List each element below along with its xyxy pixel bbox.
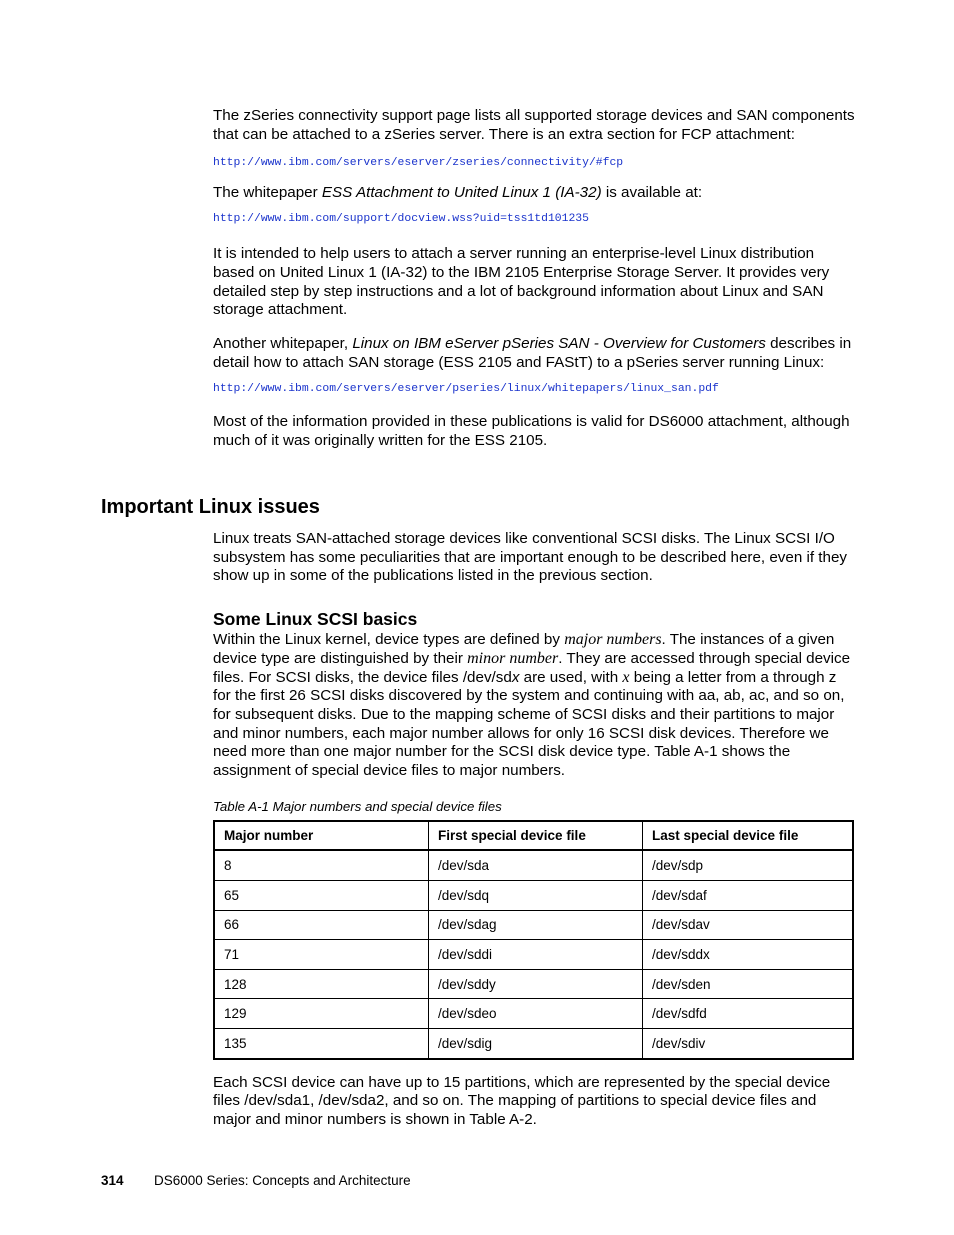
table-header-cell: Major number — [214, 821, 429, 850]
paragraph-scsi-basics: Within the Linux kernel, device types are defined by major numbers. The instances of a given device type are distinguished by their minor number. They are accessed through special device files. For SCSI disks, the device files /dev/sdx are used, with x being a letter from a through z for the first 26 SCSI disks discovered by the system and continuing with aa, ab, ac, and so on, for subsequent disks. Due to the mapping scheme of SCSI disks and their partitions to major and minor numbers, each major number allows for only 16 SCSI disk devices. Therefore we need more than one major number for the SCSI disk device type. Table A-1 shows the assignment of special device files to major numbers. — [213, 631, 851, 780]
page-footer — [101, 1173, 411, 1188]
table-row — [214, 850, 853, 880]
table-cell: /dev/sda — [429, 850, 643, 880]
main-content — [213, 107, 855, 451]
table-row — [214, 910, 853, 940]
paragraph-whitepaper-ess: The whitepaper ESS Attachment to United Linux 1 (IA-32) is available at: — [213, 184, 703, 202]
table-caption: Table A-1 Major numbers and special device files — [213, 798, 502, 814]
link-pseries-linux-san[interactable]: http://www.ibm.com/servers/eserver/pseries/linux/whitepapers/linux_san.pdf — [213, 383, 719, 396]
table-row — [214, 1029, 853, 1059]
section-intro: Linux treats SAN-attached storage devices like conventional SCSI disks. The Linux SCSI I/O subsystem has some peculiarities that are important enough to be described here, even if they show up in some of the publications listed in the previous section. — [213, 530, 848, 585]
link-zseries-connectivity[interactable]: http://www.ibm.com/servers/eserver/zseries/connectivity/#fcp — [213, 157, 624, 170]
section-heading: Important Linux issues — [101, 496, 320, 518]
table-header-row — [214, 821, 853, 850]
table-cell: /dev/sdav — [643, 910, 854, 940]
paragraph-whitepaper-pseries: Another whitepaper, Linux on IBM eServer pSeries SAN - Overview for Customers describes in detail how to attach SAN storage (ESS 2105 and FAStT) to a pSeries server running Linux: — [213, 334, 852, 371]
table-cell: 129 — [214, 999, 429, 1029]
whitepaper-title-pseries: Linux on IBM eServer pSeries SAN - Overview for Customers — [352, 334, 766, 352]
table-cell: 135 — [214, 1029, 429, 1059]
table-cell: /dev/sdp — [643, 850, 854, 880]
table-cell: /dev/sdfd — [643, 999, 854, 1029]
table-row — [214, 881, 853, 911]
book-title: DS6000 Series: Concepts and Architecture — [154, 1173, 411, 1188]
paragraph-zseries: The zSeries connectivity support page lists all supported storage devices and SAN components that can be attached to a zSeries server. There is an extra section for FCP attachment: — [213, 107, 855, 143]
whitepaper-title-ess: ESS Attachment to United Linux 1 (IA-32) — [321, 184, 602, 202]
paragraph-most-information: Most of the information provided in these publications is valid for DS6000 attachment, although much of it was originally written for the ESS 2105. — [213, 413, 850, 450]
table-cell: /dev/sdiv — [643, 1029, 854, 1059]
table-cell: /dev/sddx — [643, 940, 854, 970]
subsection-heading: Some Linux SCSI basics — [213, 609, 418, 630]
table-row — [214, 940, 853, 970]
paragraph-intended: It is intended to help users to attach a server running an enterprise-level Linux distribution based on United Linux 1 (IA-32) to the IBM 2105 Enterprise Storage Server. It provides very detailed step by step instructions and a lot of background information about Linux and SAN storage attachment. — [213, 245, 830, 319]
table-cell: /dev/sdag — [429, 910, 643, 940]
table-cell: 65 — [214, 881, 429, 911]
table-cell: 66 — [214, 910, 429, 940]
page-number: 314 — [101, 1173, 124, 1188]
paragraph-partitions: Each SCSI device can have up to 15 partitions, which are represented by the special device files /dev/sda1, /dev/sda2, and so on. The mapping of partitions to special device files and major and minor numbers is shown in Table A-2. — [213, 1073, 831, 1128]
table-cell: /dev/sdig — [429, 1029, 643, 1059]
table-header-cell: Last special device file — [643, 821, 854, 850]
table-cell: 8 — [214, 850, 429, 880]
table-cell: /dev/sdq — [429, 881, 643, 911]
table-cell: /dev/sddi — [429, 940, 643, 970]
table-cell: /dev/sden — [643, 969, 854, 999]
table-cell: /dev/sddy — [429, 969, 643, 999]
major-numbers-table — [213, 820, 854, 1059]
table-cell: /dev/sdaf — [643, 881, 854, 911]
table-row — [214, 999, 853, 1029]
table-cell: /dev/sdeo — [429, 999, 643, 1029]
table-cell: 128 — [214, 969, 429, 999]
table-row — [214, 969, 853, 999]
table-header-cell: First special device file — [429, 821, 643, 850]
table-cell: 71 — [214, 940, 429, 970]
section-content — [213, 530, 855, 1130]
link-ess-docview[interactable]: http://www.ibm.com/support/docview.wss?uid=tss1td101235 — [213, 213, 589, 226]
